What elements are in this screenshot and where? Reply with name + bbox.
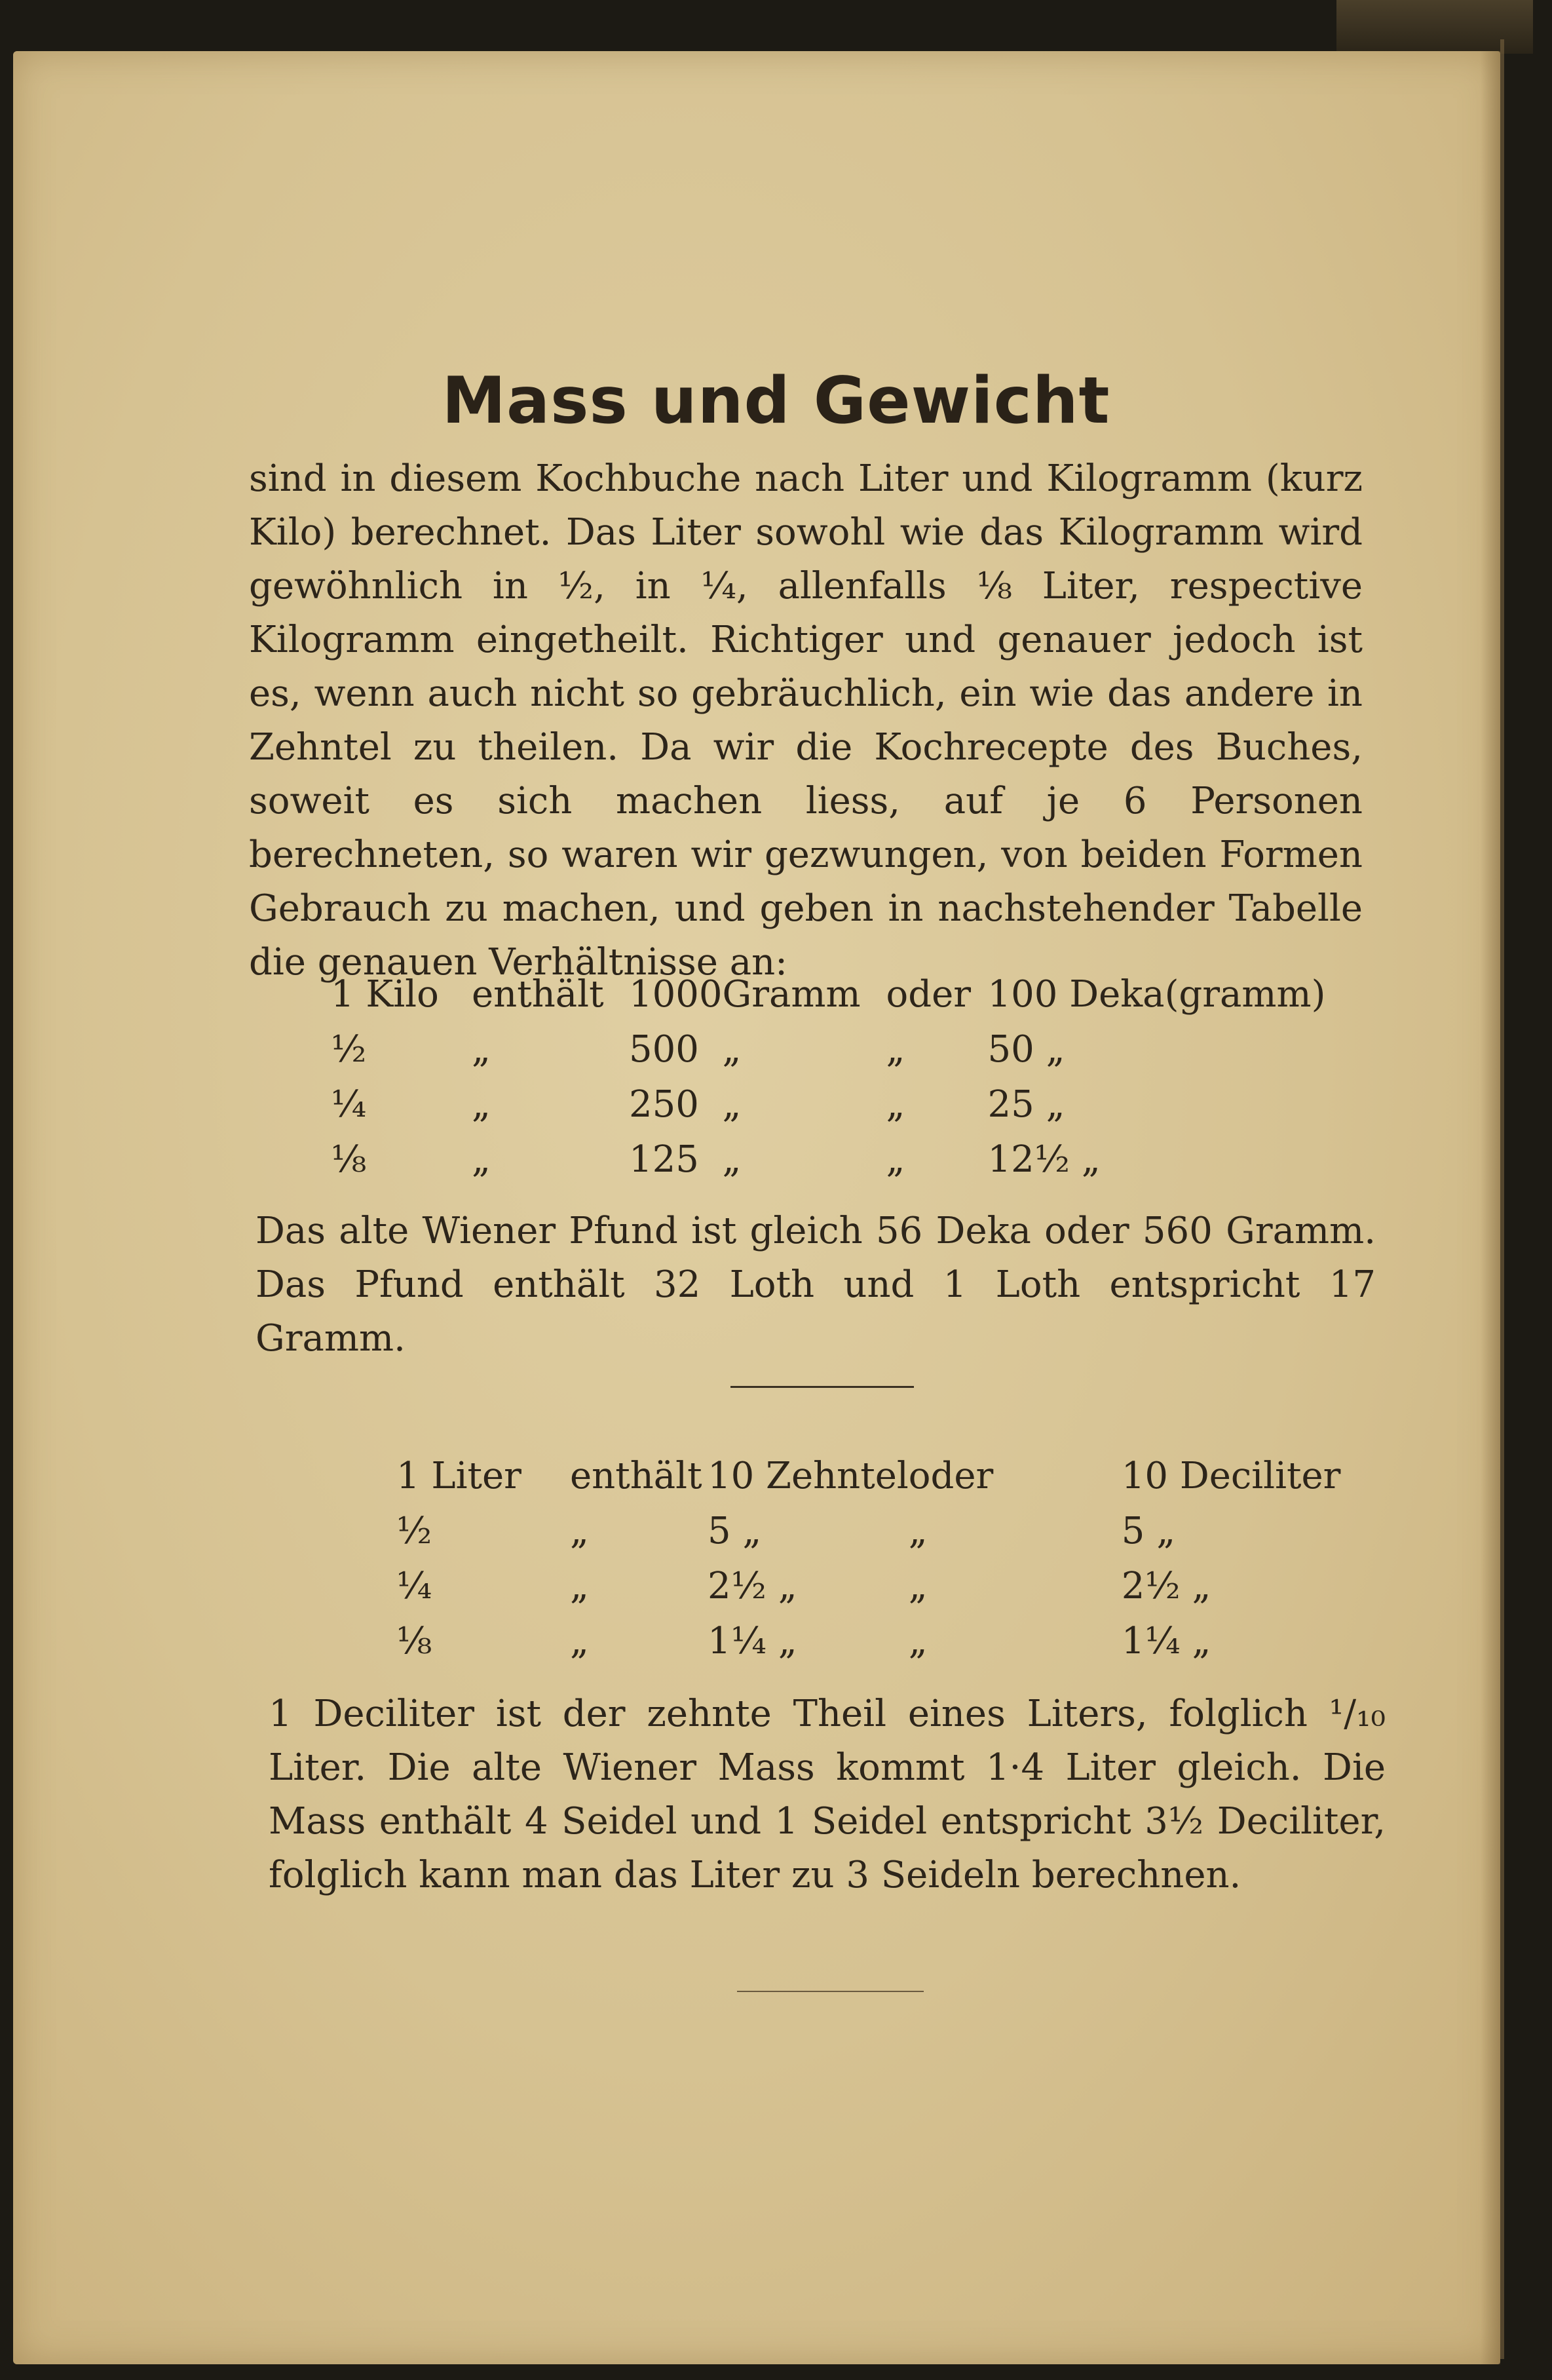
table-cell: 1¼ „: [1121, 1619, 1211, 1662]
table-cell: 2½ „: [708, 1564, 797, 1607]
section-divider: [730, 1386, 914, 1388]
table-row: [331, 1022, 1325, 1077]
table-cell: „: [722, 1083, 742, 1126]
table-cell: 12½ „: [987, 1138, 1101, 1181]
end-divider: [737, 1991, 924, 1992]
table-cell: ½: [331, 1027, 367, 1071]
table-cell: ¼: [331, 1083, 367, 1126]
table-cell: 100 Deka(gramm): [987, 972, 1326, 1016]
intro-paragraph: sind in diesem Kochbuche nach Liter und Kilogramm (kurz Kilo) berechnet. Das Liter sowohl wie das Kilogramm wird gewöhnlich in ½, in ¼, allenfalls ⅛ Liter, respective Kilogramm eingetheilt. Richtiger und genauer jedoch ist es, wenn auch nicht so gebräuchlich, ein wie das andere in Zehntel zu theilen. Da wir die Kochrecepte des Buches, soweit es sich machen liess, auf je 6 Personen berechneten, so waren wir gezwungen, von beiden Formen Gebrauch zu machen, und geben in nachstehender Tabelle die genauen Verhältnisse an:: [249, 457, 1363, 984]
table-cell: oder: [886, 972, 971, 1016]
table-row: [396, 1448, 1340, 1503]
table-cell: „: [570, 1564, 590, 1607]
table-cell: „: [908, 1564, 928, 1607]
table-cell: 1¼ „: [708, 1619, 797, 1662]
table-cell: ⅛: [331, 1138, 367, 1181]
table-cell: 250: [629, 1083, 699, 1126]
table-cell: „: [908, 1619, 928, 1662]
table-cell: 1 Kilo: [331, 972, 439, 1016]
table-row: [396, 1613, 1340, 1668]
table-cell: ½: [396, 1509, 432, 1552]
weight-conversion-table: [331, 967, 1325, 1187]
table-row: [396, 1503, 1340, 1558]
table-cell: ¼: [396, 1564, 432, 1607]
table-cell: 10 Deciliter: [1121, 1454, 1341, 1497]
table-cell: 5 „: [708, 1509, 762, 1552]
table-cell: „: [886, 1138, 905, 1181]
table-cell: 25 „: [987, 1083, 1065, 1126]
table-cell: 5 „: [1121, 1509, 1176, 1552]
table-cell: oder: [908, 1454, 994, 1497]
table-cell: 1000: [629, 972, 723, 1016]
table-cell: enthält: [472, 972, 604, 1016]
table-cell: enthält: [570, 1454, 702, 1497]
table-cell: „: [472, 1138, 491, 1181]
page-title: Mass und Gewicht: [442, 364, 1110, 438]
table-cell: 50 „: [987, 1027, 1065, 1071]
table-cell: „: [570, 1509, 590, 1552]
table-row: [331, 1132, 1325, 1187]
volume-conversion-table: [396, 1448, 1340, 1668]
table-cell: „: [722, 1027, 742, 1071]
table-cell: „: [722, 1138, 742, 1181]
table-row: [331, 967, 1325, 1022]
table-cell: „: [472, 1027, 491, 1071]
table-cell: Gramm: [722, 972, 861, 1016]
table-cell: 10 Zehntel: [708, 1454, 909, 1497]
table-cell: ⅛: [396, 1619, 432, 1662]
pound-paragraph: Das alte Wiener Pfund ist gleich 56 Deka oder 560 Gramm. Das Pfund enthält 32 Loth und 1 Loth entspricht 17 Gramm.: [256, 1210, 1376, 1360]
table-cell: „: [886, 1027, 905, 1071]
table-cell: 500: [629, 1027, 699, 1071]
table-row: [331, 1077, 1325, 1132]
table-row: [396, 1558, 1340, 1613]
deciliter-paragraph: 1 Deciliter ist der zehnte Theil eines Liters, folglich ¹/₁₀ Liter. Die alte Wiener Mass kommt 1·4 Liter gleich. Die Mass enthält 4 Seidel und 1 Seidel entspricht 3½ Deciliter, folglich kann man das Liter zu 3 Seideln berechnen.: [269, 1693, 1386, 1896]
table-cell: „: [570, 1619, 590, 1662]
table-cell: 1 Liter: [396, 1454, 521, 1497]
table-cell: „: [472, 1083, 491, 1126]
table-cell: „: [886, 1083, 905, 1126]
table-cell: „: [908, 1509, 928, 1552]
table-cell: 2½ „: [1121, 1564, 1211, 1607]
table-cell: 125: [629, 1138, 699, 1181]
